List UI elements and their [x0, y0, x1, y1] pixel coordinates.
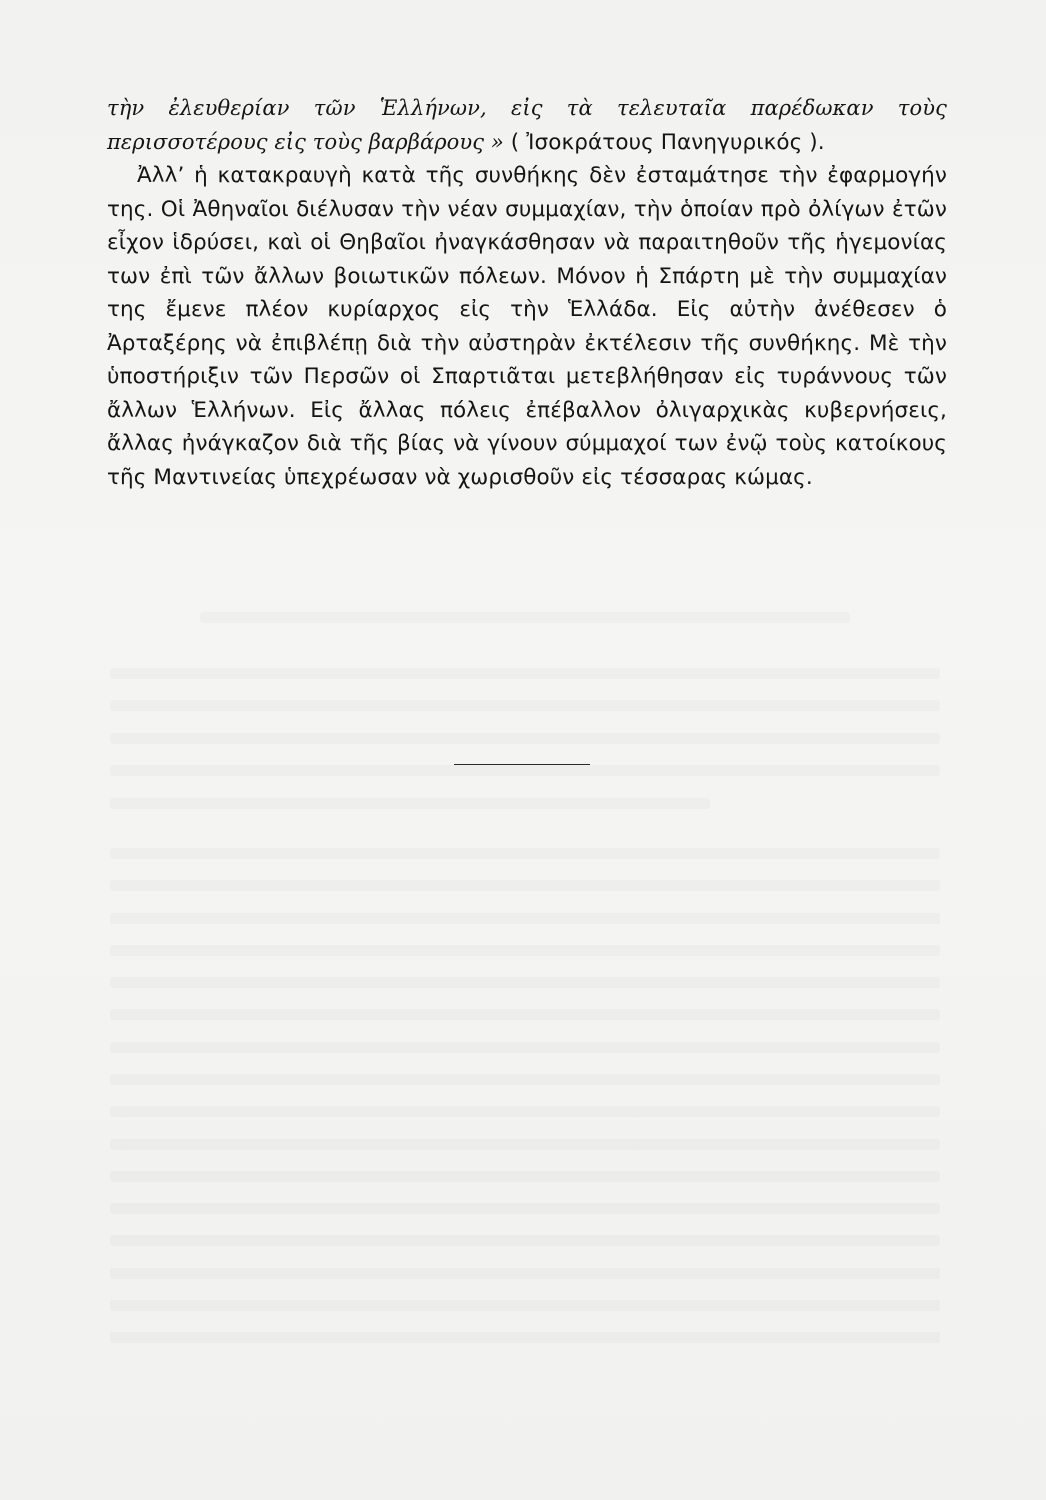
bleed-line	[110, 1139, 940, 1150]
bleed-line	[110, 1009, 940, 1020]
quote-citation: ( Ἰσοκράτους Πανηγυρικός ).	[503, 129, 825, 155]
bleed-line	[110, 1235, 940, 1246]
bleed-line	[110, 1042, 940, 1053]
section-divider	[454, 764, 590, 765]
bleed-line	[110, 1074, 940, 1085]
bleed-line	[110, 1171, 940, 1182]
bleed-line	[110, 945, 940, 956]
bleed-line	[110, 913, 940, 924]
bleed-line	[110, 733, 940, 744]
bleed-line	[110, 880, 940, 891]
bleed-line	[110, 977, 940, 988]
bleed-line	[200, 612, 850, 623]
paragraph-quote-end	[107, 92, 947, 159]
bleed-line	[110, 1268, 940, 1279]
bleed-line	[110, 1106, 940, 1117]
bleed-line	[110, 700, 940, 711]
bleed-line	[110, 848, 940, 859]
bleed-line	[110, 668, 940, 679]
isocrates-quote-fragment: τὴν ἐλευθερίαν τῶν Ἑλλήνων, εἰς τὰ τελευταῖα παρέδωκαν τοὺς περισσοτέρους εἰς τοὺς βαρβάρους »	[107, 96, 947, 154]
bleed-line	[110, 1300, 940, 1311]
bleed-line	[110, 798, 710, 809]
bleed-line	[110, 765, 940, 776]
paragraph-main	[107, 159, 947, 494]
body-text	[107, 92, 947, 494]
paragraph-main-text: Ἀλλ’ ἡ κατακραυγὴ κατὰ τῆς συνθήκης δὲν ἐσταμάτησε τὴν ἐφαρμογήν της. Οἱ Ἀθηναῖοι διέλυσαν τὴν νέαν συμμαχίαν, τὴν ὁποίαν πρὸ ὀλίγων ἐτῶν εἶχον ἱδρύσει, καὶ οἱ Θηβαῖοι ἠναγκάσθησαν νὰ παραιτηθοῦν τῆς ἡγεμονίας των ἐπὶ τῶν ἄλλων βοιωτικῶν πόλεων. Μόνον ἡ Σπάρτη μὲ τὴν συμμαχίαν της ἔμενε πλέον κυρίαρχος εἰς τὴν Ἑλλάδα. Εἰς αὐτὴν ἀνέθεσεν ὁ Ἀρταξέρης νὰ ἐπιβλέπῃ διὰ τὴν αὐστηρὰν ἐκτέλεσιν τῆς συνθήκης. Μὲ τὴν ὑποστήριξιν τῶν Περσῶν οἱ Σπαρτιᾶται μετεβλήθησαν εἰς τυράννους τῶν ἄλλων Ἑλλήνων. Εἰς ἄλλας πόλεις ἐπέβαλλον ὀλιγαρχικὰς κυβερνήσεις, ἄλλας ἠνάγκαζον διὰ τῆς βίας νὰ γίνουν σύμμαχοί των ἐνῷ τοὺς κατοίκους τῆς Μαντινείας ὑπεχρέωσαν νὰ χωρισθοῦν εἰς τέσσαρας κώμας.	[107, 163, 947, 490]
bleed-line	[110, 1332, 940, 1343]
bleed-line	[110, 1203, 940, 1214]
